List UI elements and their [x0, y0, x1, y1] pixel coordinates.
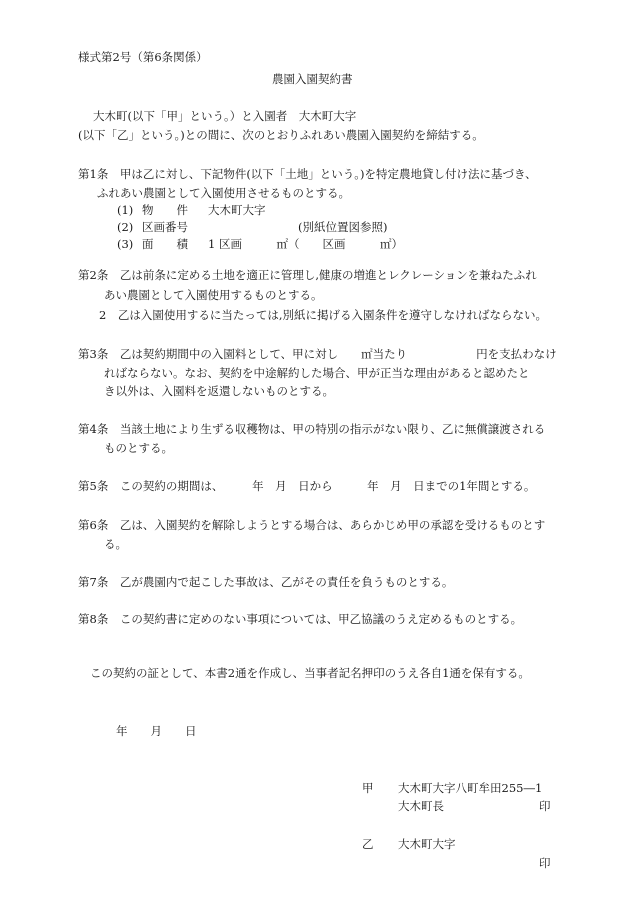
party-a-seal: 印: [539, 799, 551, 813]
article-3-line-2: ればならない。なお、契約を中途解約した場合、甲が正当な理由があると認めたと: [104, 366, 530, 380]
contract-date: 年 月 日: [116, 724, 197, 738]
article-1-line-1: 第1条 甲は乙に対し、下記物件(以下「土地」という。)を特定農地貸し付け法に基づき、: [78, 167, 537, 181]
article-4-line-2: ものとする。: [104, 441, 173, 455]
party-a-name: 大木町長: [398, 799, 444, 813]
closing-statement: この契約の証として、本書2通を作成し、当事者記名押印のうえ各自1通を保有する。: [90, 666, 530, 680]
party-b-address: 大木町大字: [398, 837, 456, 851]
preamble-line-1: 大木町(以下「甲」という。）と入園者 大木町大字: [93, 109, 357, 123]
article-3-line-1: 第3条 乙は契約期間中の入園料として、甲に対し ㎡当たり 円を支払わなけ: [78, 347, 557, 361]
article-2-line-2: あい農園として入園使用するものとする。: [104, 288, 323, 302]
article-5-line-1: 第5条 この契約の期間は、 年 月 日から 年 月 日までの1年間とする。: [78, 479, 536, 493]
party-b-label: 乙: [362, 837, 374, 851]
article-3-line-3: き以外は、入園料を返還しないものとする。: [104, 384, 334, 398]
form-number: 様式第2号（第6条関係）: [78, 50, 208, 64]
article-6-line-2: る。: [104, 537, 127, 551]
party-a-address: 大木町大字八町牟田255―1: [398, 781, 543, 795]
article-7-line-1: 第7条 乙が農園内で起こした事故は、乙がその責任を負うものとする。: [78, 575, 454, 589]
document-title: 農園入園契約書: [272, 72, 353, 86]
article-2-line-3: 2 乙は入園使用するに当たっては,別紙に掲げる入園条件を遵守しなければならない。: [99, 308, 547, 322]
article-6-line-1: 第6条 乙は、入園契約を解除しようとする場合は、あらかじめ甲の承認を受けるものとす: [78, 518, 546, 532]
preamble-line-2: (以下「乙」という。)との間に、次のとおりふれあい農園入園契約を締結する。: [78, 128, 484, 142]
party-a-label: 甲: [362, 781, 374, 795]
article-4-line-1: 第4条 当該土地により生ずる収穫物は、甲の特別の指示がない限り、乙に無償譲渡される: [78, 422, 546, 436]
article-2-line-1: 第2条 乙は前条に定める土地を適正に管理し,健康の増進とレクレーションを兼ねたふれ: [78, 268, 537, 282]
article-8-line-1: 第8条 この契約書に定めのない事項については、甲乙協議のうえ定めるものとする。: [78, 612, 523, 626]
party-b-seal: 印: [539, 856, 551, 870]
article-1-line-2: ふれあい農園として入園使用させるものとする。: [97, 186, 350, 200]
